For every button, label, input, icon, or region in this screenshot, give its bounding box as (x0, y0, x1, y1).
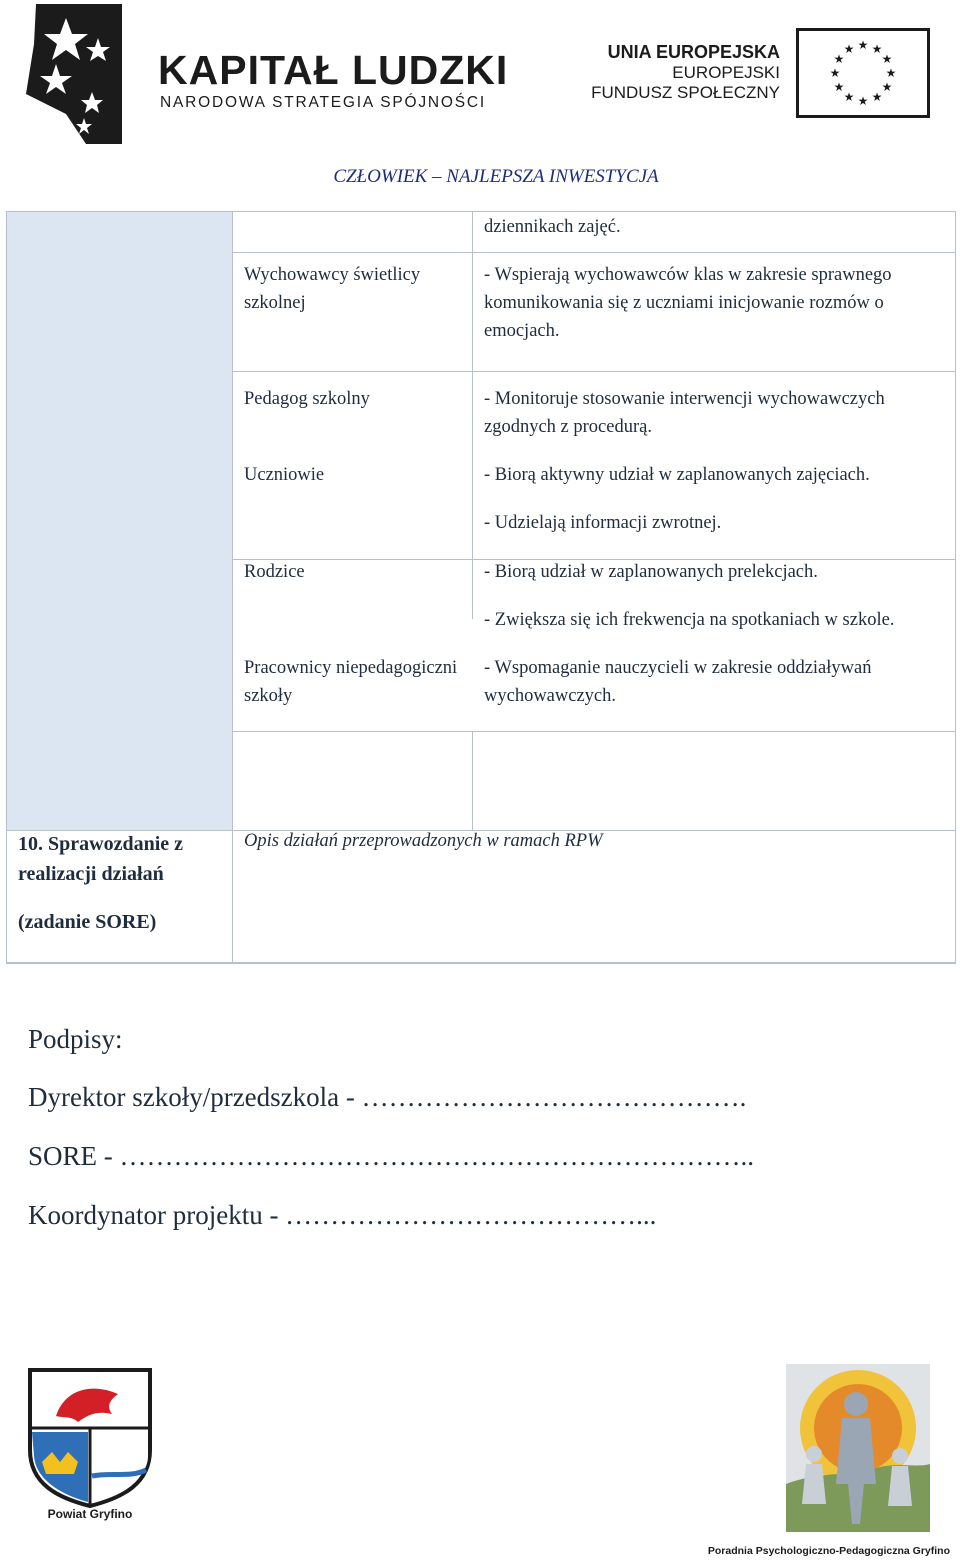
table-row-0-what: dziennikach zajęć. (484, 217, 621, 237)
eu-line-3: FUNDUSZ SPOŁECZNY (591, 83, 780, 103)
powiat-label: Powiat Gryfino (47, 1507, 133, 1521)
table-row-1-who: Wychowawcy świetlicy szkolnej (244, 265, 421, 313)
svg-text:★: ★ (857, 94, 869, 108)
table-row-4-what: - Udzielają informacji zwrotnej. (484, 513, 722, 533)
table-row-2-who: Pedagog szkolny (244, 389, 370, 409)
eu-line-1: UNIA EUROPEJSKA (607, 42, 780, 62)
logo-subtitle: NARODOWA STRATEGIA SPÓJNOŚCI (160, 94, 486, 111)
poradnia-logo-image (786, 1364, 930, 1532)
evaluation-table (6, 211, 956, 963)
svg-text:★: ★ (885, 66, 897, 80)
signature-coordinator: Koordynator projektu - …………………………………... (28, 1200, 657, 1230)
svg-text:★: ★ (843, 42, 855, 56)
svg-text:★: ★ (829, 66, 841, 80)
table-row-2-what: - Monitoruje stosowanie interwencji wychowawczych zgodnych z procedurą. (484, 389, 885, 437)
eu-line-2: EUROPEJSKI (672, 63, 780, 83)
table-row-6-what: - Zwiększa się ich frekwencja na spotkaniach w szkole. (484, 610, 895, 630)
slogan: CZŁOWIEK – NAJLEPSZA INWESTYCJA (333, 166, 659, 187)
table-row-3-what: - Biorą aktywny udział w zaplanowanych zajęciach. (484, 465, 870, 485)
table-row-7-who: Pracownicy niepedagogiczni szkoły (244, 658, 458, 706)
logo-title: KAPITAŁ LUDZKI (158, 47, 509, 93)
footer-poradnia: Poradnia Psychologiczno-Pedagogiczna Gryfino (707, 1545, 950, 1557)
powiat-gryfino-coat-of-arms (26, 1366, 154, 1522)
section-10-task: (zadanie SORE) (18, 911, 157, 933)
table-first-column (6, 211, 232, 831)
kapital-ludzki-logo (26, 4, 122, 144)
signature-director: Dyrektor szkoły/przedszkola - ……………………………………. (28, 1082, 747, 1112)
eu-flag-icon (796, 28, 930, 118)
signatures-heading: Podpisy: (28, 1024, 123, 1054)
svg-text:★: ★ (833, 80, 845, 94)
table-row-5-who: Rodzice (244, 562, 305, 582)
svg-text:★: ★ (843, 90, 855, 104)
svg-text:★: ★ (881, 80, 893, 94)
svg-text:★: ★ (871, 90, 883, 104)
svg-text:★: ★ (881, 52, 893, 66)
svg-text:★: ★ (857, 38, 869, 52)
table-row-3-who: Uczniowie (244, 465, 325, 485)
table-row-7-what: - Wspomaganie nauczycieli w zakresie oddziaływań wychowawczych. (484, 658, 872, 706)
section-10-description: Opis działań przeprowadzonych w ramach RPW (244, 831, 603, 851)
eu-label (591, 42, 780, 103)
svg-text:★: ★ (833, 52, 845, 66)
signature-sore: SORE - …………………………………………………………….. (28, 1141, 755, 1171)
table-row-5-what: - Biorą udział w zaplanowanych prelekcjach. (484, 562, 818, 582)
section-10-title: 10. Sprawozdanie z realizacji działań (18, 833, 183, 885)
svg-text:★: ★ (871, 42, 883, 56)
section-10-label (18, 829, 228, 937)
table-row-1-what: - Wspierają wychowawców klas w zakresie sprawnego komunikowania się z uczniami inicjowanie rozmów o emocjach. (484, 265, 892, 341)
